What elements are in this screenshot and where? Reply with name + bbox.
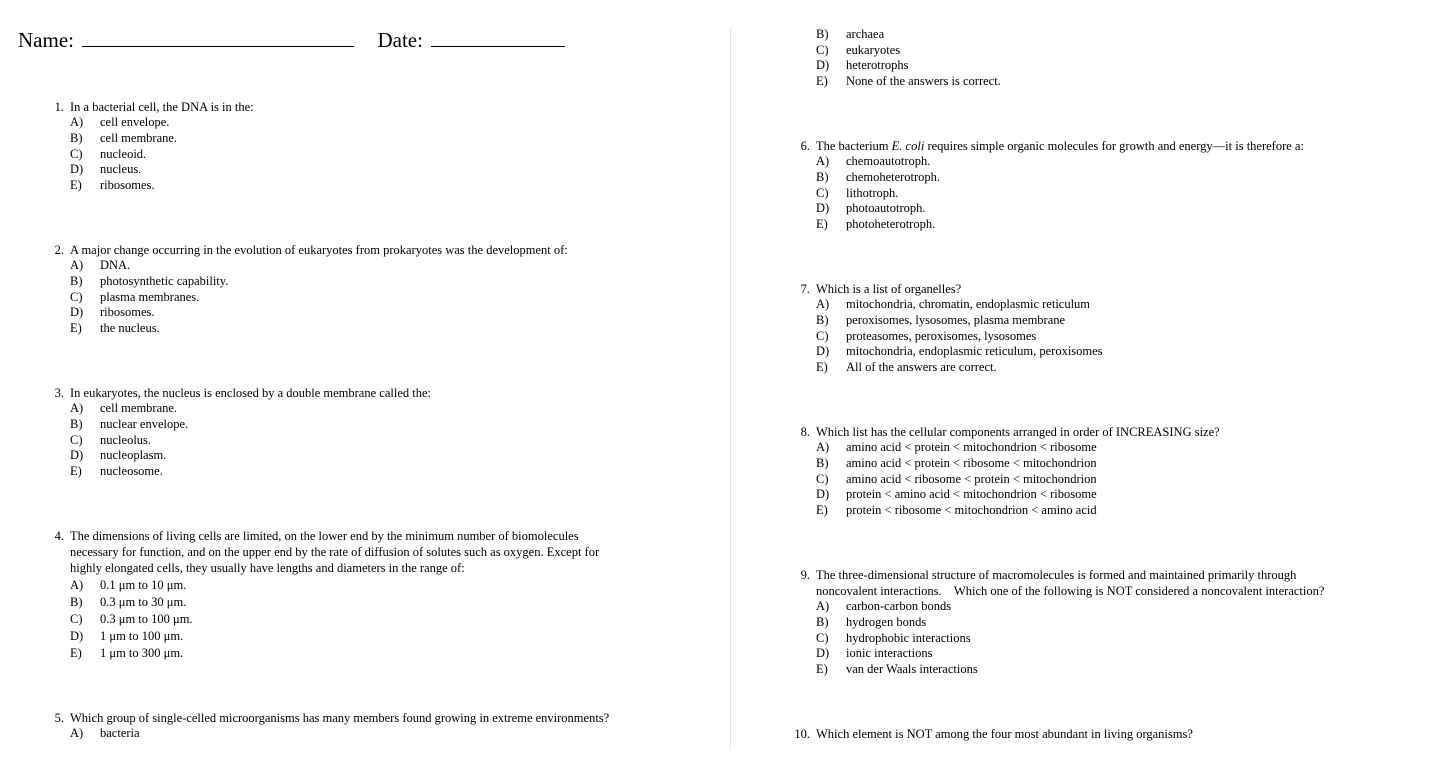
choice-letter: A)	[70, 578, 84, 592]
choice-b[interactable]	[70, 594, 599, 611]
choice-text: proteasomes, peroxisomes, lysosomes	[846, 328, 1037, 343]
choice-text: ionic interactions	[846, 646, 933, 661]
choice-letter: E)	[70, 321, 82, 336]
choice-b[interactable]	[70, 417, 431, 433]
choice-letter: C)	[816, 185, 829, 200]
choice-c[interactable]	[816, 631, 1324, 647]
choice-letter: C)	[70, 612, 83, 626]
question-text: A major change occurring in the evolution of eukaryotes from prokaryotes was the development of:	[70, 243, 568, 257]
choice-letter: C)	[70, 289, 83, 304]
choice-text: amino acid < protein < ribosome < mitochondrion	[846, 455, 1097, 470]
question-text: The dimensions of living cells are limited, on the lower end by the minimum number of biomolecules	[70, 529, 579, 543]
question-text: Which list has the cellular components arranged in order of INCREASING size?	[816, 425, 1220, 439]
choice-text: None of the answers is correct.	[846, 73, 1001, 88]
species-name: E. coli	[891, 139, 925, 153]
choice-c[interactable]	[70, 611, 599, 628]
question-number: 7.	[800, 282, 810, 296]
choice-text: photoheterotroph.	[846, 217, 936, 232]
choice-text: nucleosome.	[100, 464, 163, 479]
choice-letter: B)	[70, 130, 83, 145]
choice-text: ribosomes.	[100, 178, 155, 193]
question-8	[800, 424, 1220, 519]
choice-text: chemoautotroph.	[846, 154, 931, 168]
question-text: necessary for function, and on the upper end by the rate of diffusion of solutes such as oxygen. Except for	[70, 545, 600, 559]
choice-letter: D)	[70, 629, 84, 643]
choice-text: ribosomes.	[100, 305, 155, 320]
choice-c[interactable]	[70, 290, 568, 306]
choice-letter: E)	[816, 503, 828, 518]
choice-a[interactable]	[70, 258, 568, 274]
choice-text: photosynthetic capability.	[100, 273, 229, 288]
choice-a[interactable]	[816, 297, 1091, 313]
choice-a[interactable]	[816, 440, 1220, 456]
choice-b[interactable]	[70, 274, 568, 290]
choice-text: van der Waals interactions	[846, 662, 978, 677]
choice-text: protein < amino acid < mitochondrion < ribosome	[846, 487, 1097, 502]
choice-letter: B)	[70, 273, 83, 288]
choice-text: hydrophobic interactions	[846, 630, 971, 645]
choice-d[interactable]	[70, 305, 568, 321]
choice-letter: D)	[816, 487, 830, 502]
question-number: 1.	[54, 100, 64, 114]
choice-letter: E)	[816, 217, 828, 232]
choice-letter: D)	[70, 305, 84, 320]
choice-e[interactable]	[816, 662, 1324, 678]
choice-letter: C)	[70, 146, 83, 161]
question-number: 4.	[54, 529, 64, 543]
choice-text: 0.1 μm to 10 μm.	[100, 578, 187, 592]
choice-text: 0.3 μm to 100 μm.	[100, 612, 193, 626]
question-5	[54, 710, 610, 742]
name-blank-line[interactable]	[82, 26, 354, 47]
question-9	[800, 567, 1325, 678]
choice-letter: B)	[70, 416, 83, 431]
choice-c[interactable]	[816, 328, 1037, 345]
choice-b[interactable]	[816, 312, 1066, 329]
choice-letter: A)	[70, 115, 84, 129]
choice-d[interactable]	[70, 628, 599, 645]
choice-d[interactable]	[816, 201, 1304, 217]
choice-text: nucleus.	[100, 162, 142, 177]
question-number: 9.	[800, 568, 810, 582]
choice-text: eukaryotes	[846, 42, 901, 57]
choice-text: nuclear envelope.	[100, 416, 189, 431]
question-text: highly elongated cells, they usually have lengths and diameters in the range of:	[70, 561, 465, 575]
question-text: The three-dimensional structure of macromolecules is formed and maintained primarily through	[816, 568, 1297, 582]
column-divider	[730, 28, 731, 750]
choice-text: mitochondria, endoplasmic reticulum, peroxisomes	[846, 344, 1103, 359]
choice-a[interactable]	[70, 401, 431, 417]
choice-e[interactable]	[70, 178, 254, 194]
question-4	[54, 528, 600, 662]
question-number: 3.	[54, 386, 64, 400]
choice-letter: A)	[816, 297, 830, 311]
question-number: 10.	[794, 727, 810, 741]
choice-text: 0.3 μm to 30 μm.	[100, 595, 187, 609]
choice-text: carbon-carbon bonds	[846, 599, 952, 613]
choice-a[interactable]	[70, 577, 599, 594]
question-text: The bacterium E. coli requires simple organic molecules for growth and energy—it is therefore a:	[816, 139, 1304, 153]
choice-text: cell envelope.	[100, 115, 170, 129]
question-6	[800, 138, 1304, 233]
choice-letter: B)	[816, 455, 829, 470]
question-text: In eukaryotes, the nucleus is enclosed by a double membrane called the:	[70, 386, 431, 400]
choice-text: chemoheterotroph.	[846, 169, 941, 184]
choice-b[interactable]	[816, 615, 1324, 631]
choice-letter: C)	[816, 471, 829, 486]
choice-text: 1 μm to 300 μm.	[100, 646, 184, 660]
choice-text: mitochondria, chromatin, endoplasmic reticulum	[846, 297, 1091, 311]
choice-letter: E)	[70, 646, 82, 660]
choice-c[interactable]	[70, 433, 431, 449]
choice-text: cell membrane.	[100, 130, 178, 145]
question-1	[54, 99, 254, 194]
question-7	[800, 281, 1103, 376]
choice-text: All of the answers are correct.	[846, 360, 997, 375]
choice-text: 1 μm to 100 μm.	[100, 629, 184, 643]
choice-letter: D)	[70, 162, 84, 177]
choice-text: protein < ribosome < mitochondrion < amino acid	[846, 503, 1097, 518]
choice-letter: C)	[816, 42, 829, 57]
question-number: 5.	[54, 711, 64, 725]
choice-c[interactable]	[70, 147, 254, 163]
choice-letter: E)	[70, 178, 82, 193]
question-10	[794, 726, 1193, 742]
choice-letter: B)	[816, 27, 829, 41]
question-2	[54, 242, 568, 337]
choice-b[interactable]	[816, 170, 1304, 186]
choice-letter: B)	[70, 595, 83, 609]
choice-a[interactable]	[816, 599, 1324, 615]
choice-letter: D)	[70, 448, 84, 463]
choice-letter: E)	[816, 360, 828, 375]
choice-letter: C)	[70, 432, 83, 447]
question-number: 8.	[800, 425, 810, 439]
choice-e[interactable]	[816, 503, 1220, 519]
choice-e[interactable]	[70, 321, 568, 337]
date-label: Date:	[377, 28, 423, 52]
choice-text: amino acid < ribosome < protein < mitochondrion	[846, 471, 1097, 486]
question-text: noncovalent interactions. Which one of the following is NOT considered a noncovalent interaction?	[816, 584, 1325, 598]
choice-letter: E)	[816, 73, 828, 88]
choice-text: the nucleus.	[100, 321, 160, 336]
choice-text: bacteria	[100, 726, 140, 740]
choice-letter: D)	[816, 201, 830, 216]
question-text: Which element is NOT among the four most abundant in living organisms?	[816, 727, 1193, 741]
choice-e[interactable]	[70, 464, 431, 480]
question-text: Which is a list of organelles?	[816, 282, 962, 296]
choice-letter: D)	[816, 646, 830, 661]
choice-a[interactable]	[70, 726, 609, 742]
choice-c[interactable]	[816, 186, 1304, 202]
choice-text: photoautotroph.	[846, 201, 926, 216]
choice-text: nucleoplasm.	[100, 448, 167, 463]
choice-letter: B)	[816, 614, 829, 629]
choice-text: heterotrophs	[846, 58, 909, 73]
choice-d[interactable]	[816, 646, 1324, 662]
choice-letter: B)	[816, 169, 829, 184]
choice-letter: D)	[816, 344, 830, 359]
header	[18, 26, 565, 53]
choice-letter: A)	[816, 599, 830, 613]
choice-d[interactable]	[816, 487, 1220, 503]
date-blank-line[interactable]	[431, 26, 565, 47]
choice-text: nucleolus.	[100, 432, 152, 447]
choice-letter: A)	[70, 401, 84, 415]
name-label: Name:	[18, 28, 74, 52]
choice-text: DNA.	[100, 258, 131, 272]
choice-d[interactable]	[70, 162, 254, 178]
choice-e[interactable]	[816, 217, 1304, 233]
choice-letter: D)	[816, 58, 830, 73]
choice-a[interactable]	[816, 154, 1304, 170]
question-3	[54, 385, 431, 480]
choice-text: peroxisomes, lysosomes, plasma membrane	[846, 312, 1066, 327]
choice-b[interactable]	[70, 131, 254, 147]
choice-letter: C)	[816, 328, 829, 343]
question-number: 2.	[54, 243, 64, 257]
question-text: Which group of single-celled microorganisms has many members found growing in extreme environments?	[70, 711, 610, 725]
choice-a[interactable]	[70, 115, 254, 131]
choice-e[interactable]	[816, 360, 997, 376]
choice-text: plasma membranes.	[100, 289, 200, 304]
choice-text: nucleoid.	[100, 146, 147, 161]
choice-d[interactable]	[816, 344, 1103, 360]
choice-e[interactable]	[70, 645, 599, 662]
choice-letter: A)	[816, 440, 830, 454]
choice-letter: B)	[816, 312, 829, 327]
choice-b[interactable]	[816, 456, 1220, 472]
choice-text: archaea	[846, 27, 885, 41]
choice-text: amino acid < protein < mitochondrion < ribosome	[846, 440, 1097, 454]
choice-text: lithotroph.	[846, 185, 899, 200]
choice-letter: A)	[70, 258, 84, 272]
choice-letter: E)	[70, 464, 82, 479]
choice-text: cell membrane.	[100, 401, 178, 415]
choice-c[interactable]	[816, 472, 1220, 488]
choice-letter: E)	[816, 662, 828, 677]
choice-text: hydrogen bonds	[846, 614, 927, 629]
choice-letter: C)	[816, 630, 829, 645]
question-number: 6.	[800, 139, 810, 153]
choice-letter: A)	[70, 726, 84, 740]
question-text: In a bacterial cell, the DNA is in the:	[70, 100, 254, 114]
choice-letter: A)	[816, 154, 830, 168]
choice-d[interactable]	[70, 448, 431, 464]
